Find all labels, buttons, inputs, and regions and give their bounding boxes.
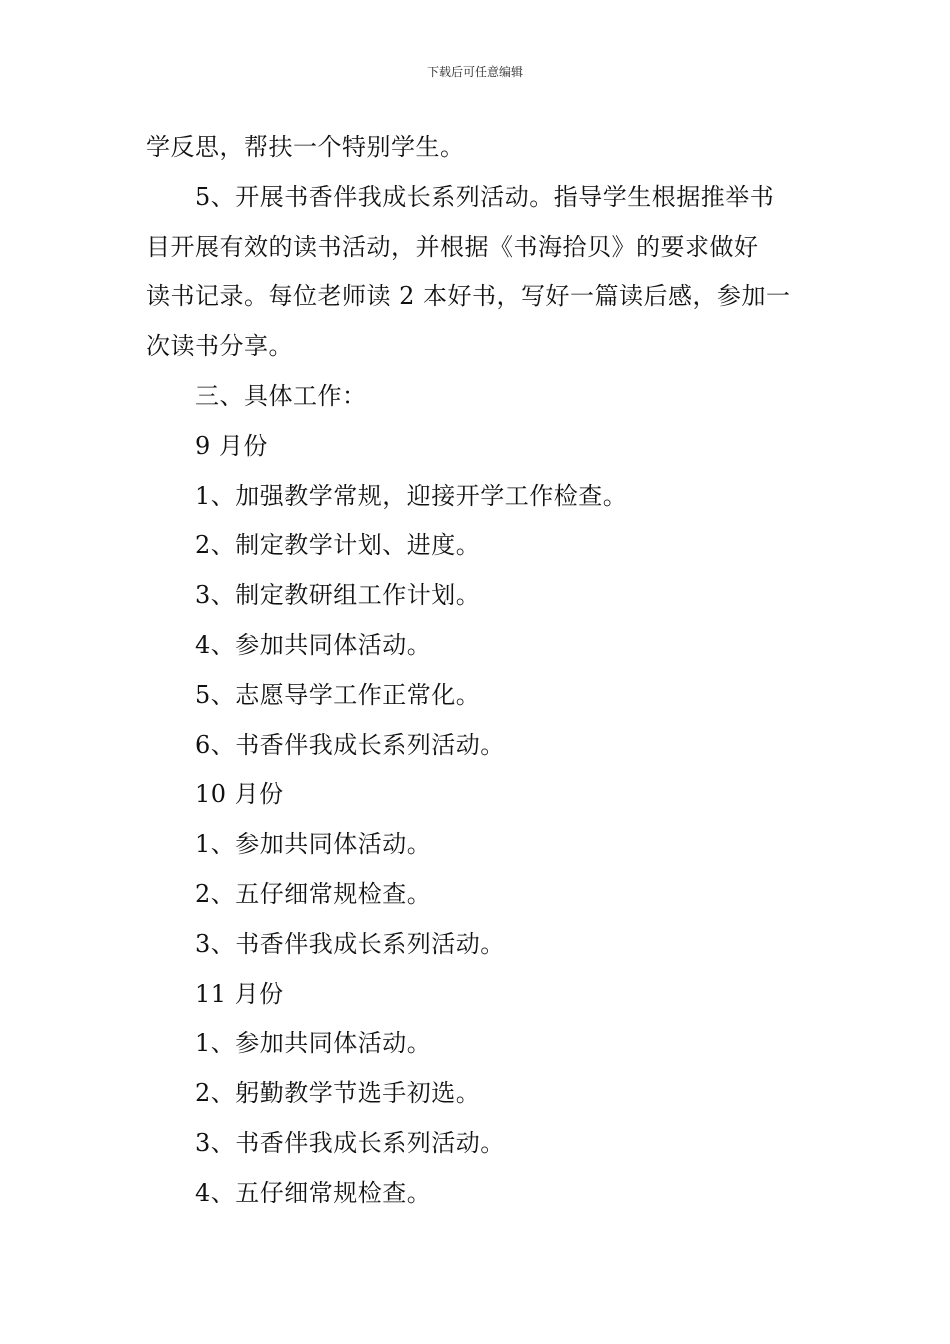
paragraph-line: 5、开展书香伴我成长系列活动。指导学生根据推举书: [195, 182, 775, 211]
list-item: 4、五仔细常规检查。: [195, 1178, 432, 1207]
list-item: 3、书香伴我成长系列活动。: [195, 1128, 505, 1157]
section-heading: 三、具体工作：: [195, 381, 367, 410]
list-item: 2、躬勤教学节选手初选。: [195, 1079, 481, 1108]
list-item: 3、制定教研组工作计划。: [195, 581, 481, 610]
month-heading: 9 月份: [195, 431, 268, 460]
list-item: 2、五仔细常规检查。: [195, 879, 432, 908]
paragraph-line: 目开展有效的读书活动，并根据《书海拾贝》的要求做好: [146, 232, 759, 261]
month-heading: 10 月份: [195, 780, 284, 809]
paragraph-line: 读书记录。每位老师读 2 本好书，写好一篇读后感，参加一: [146, 282, 791, 311]
page-header: 下载后可任意编辑: [426, 65, 523, 79]
list-item: 4、参加共同体活动。: [195, 630, 432, 659]
paragraph-line: 次读书分享。: [146, 332, 293, 361]
list-item: 1、加强教学常规，迎接开学工作检查。: [195, 481, 628, 510]
month-heading: 11 月份: [195, 979, 284, 1008]
list-item: 1、参加共同体活动。: [195, 1029, 432, 1058]
paragraph-line: 学反思，帮扶一个特别学生。: [146, 133, 465, 161]
list-item: 1、参加共同体活动。: [195, 830, 432, 859]
list-item: 5、志愿导学工作正常化。: [195, 680, 481, 709]
document-body: [146, 123, 816, 1219]
list-item: 6、书香伴我成长系列活动。: [195, 730, 505, 759]
list-item: 2、制定教学计划、进度。: [195, 531, 481, 560]
list-item: 3、书香伴我成长系列活动。: [195, 929, 505, 958]
